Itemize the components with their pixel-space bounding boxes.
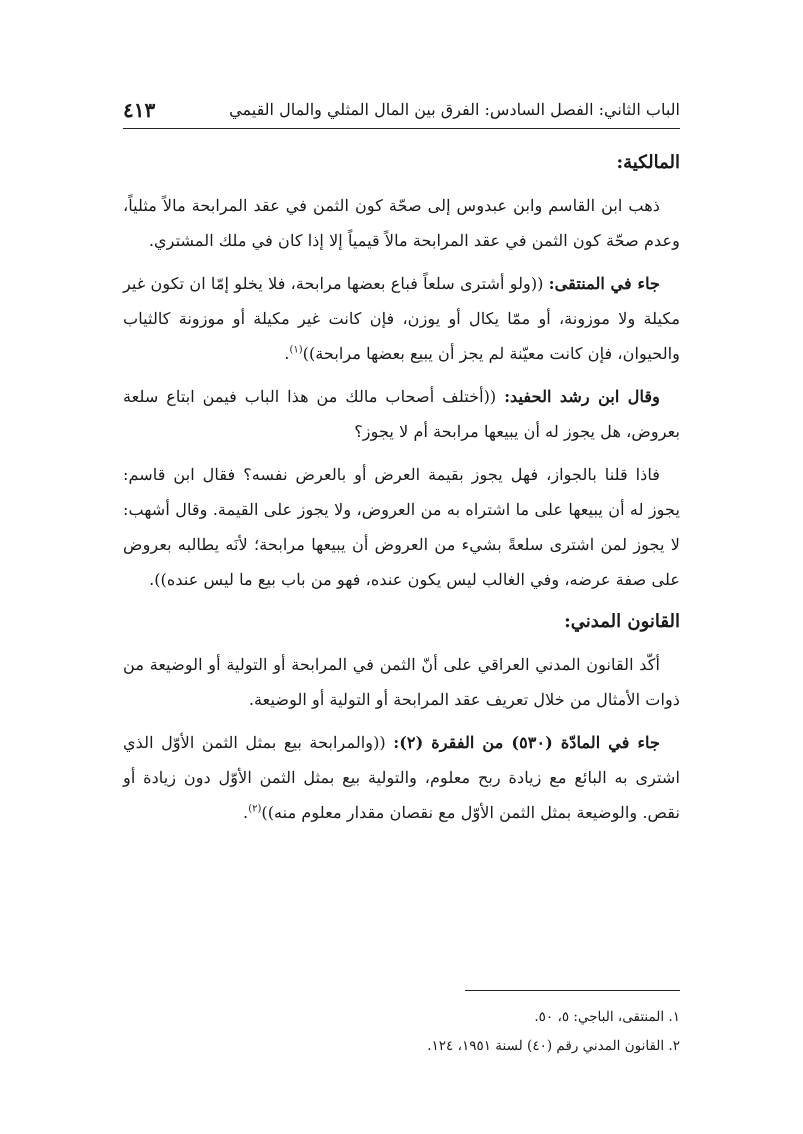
running-title: الباب الثاني: الفصل السادس: الفرق بين المال المثلي والمال القيمي — [229, 100, 680, 119]
quote-source-label: جاء في المادّة (٥٣٠) من الفقرة (٢): — [393, 733, 660, 752]
quote-text: ((ولو أشترى سلعاً فباع بعضها مرابحة، فلا يخلو إمّا ان تكون غير مكيلة ولا موزونة، أو ممّا يكال أو يوزن، فإن كانت غير مكيلة أو موزونة كالثياب والحيوان، فإن كانت معيّنة لم يجز أن يبيع بعضها مرابحة)) — [123, 274, 680, 363]
header-rule — [123, 128, 680, 129]
paragraph-quote-ibn-rushd — [123, 379, 680, 449]
running-header — [123, 94, 680, 126]
footnote-1: ١. المنتقى، الباجي: ٥، ٥٠. — [534, 1009, 680, 1025]
footnote-ref: (١) — [289, 344, 303, 356]
footnote-separator — [465, 990, 680, 991]
section-heading-maliki: المالكية: — [616, 152, 680, 173]
quote-source-label: وقال ابن رشد الحفيد: — [504, 387, 660, 406]
quote-source-label: جاء في المنتقى: — [548, 274, 661, 293]
page-body — [123, 146, 680, 838]
quote-text: ((أختلف أصحاب مالك من هذا الباب فيمن ابتاع سلعة بعروض، هل يجوز له أن يبيعها مرابحة أم لا يجوز؟ — [123, 387, 680, 441]
paragraph: فاذا قلنا بالجواز، فهل يجوز بقيمة العرض أو بالعرض نفسه؟ فقال ابن قاسم: يجوز له أن يبيعها على ما اشتراه به من العروض، ولا يجوز على القيمة. وقال أشهب: لا يجوز لمن اشترى سلعةً بشيء من العروض أن يبيعها مرابحة؛ لأنَه يطالبه بعروض على صفة عرضه، وفي الغالب ليس يكون عنده، فهو من باب بيع ما ليس عنده)). — [123, 465, 680, 589]
paragraph-quote-muntaqa — [123, 266, 680, 371]
footnotes — [123, 1003, 680, 1061]
section-heading-civil-law: القانون المدني: — [564, 611, 680, 632]
footnote-ref: (٢) — [248, 803, 262, 815]
paragraph: أكّد القانون المدني العراقي على أنّ الثمن في المرابحة أو التولية أو الوضيعة من ذوات الأمثال من خلال تعريف عقد المرابحة أو التولية أو الوضيعة. — [123, 655, 680, 709]
paragraph: ذهب ابن القاسم وابن عبدوس إلى صحّة كون الثمن في عقد المرابحة مالاً مثلياً، وعدم صحّة كون الثمن في عقد المرابحة مالاً قيمياً إلا إذا كان في ملك المشتري. — [123, 196, 680, 250]
footnote-2: ٢. القانون المدني رقم (٤٠) لسنة ١٩٥١، ١٢٤. — [427, 1038, 680, 1054]
punctuation: . — [243, 803, 249, 822]
page-number: ٤١٣ — [123, 98, 156, 122]
punctuation: . — [284, 344, 290, 363]
quote-text: ((والمرابحة بيع بمثل الثمن الأوّل الذي اشترى به البائع مع زيادة ربح معلوم، والتولية بيع بمثل الثمن الأوّل دون زيادة أو نقص. والوضيعة بمثل الثمن الأوّل مع نقصان مقدار معلوم منه)) — [123, 733, 680, 822]
paragraph-quote-article-530 — [123, 725, 680, 830]
